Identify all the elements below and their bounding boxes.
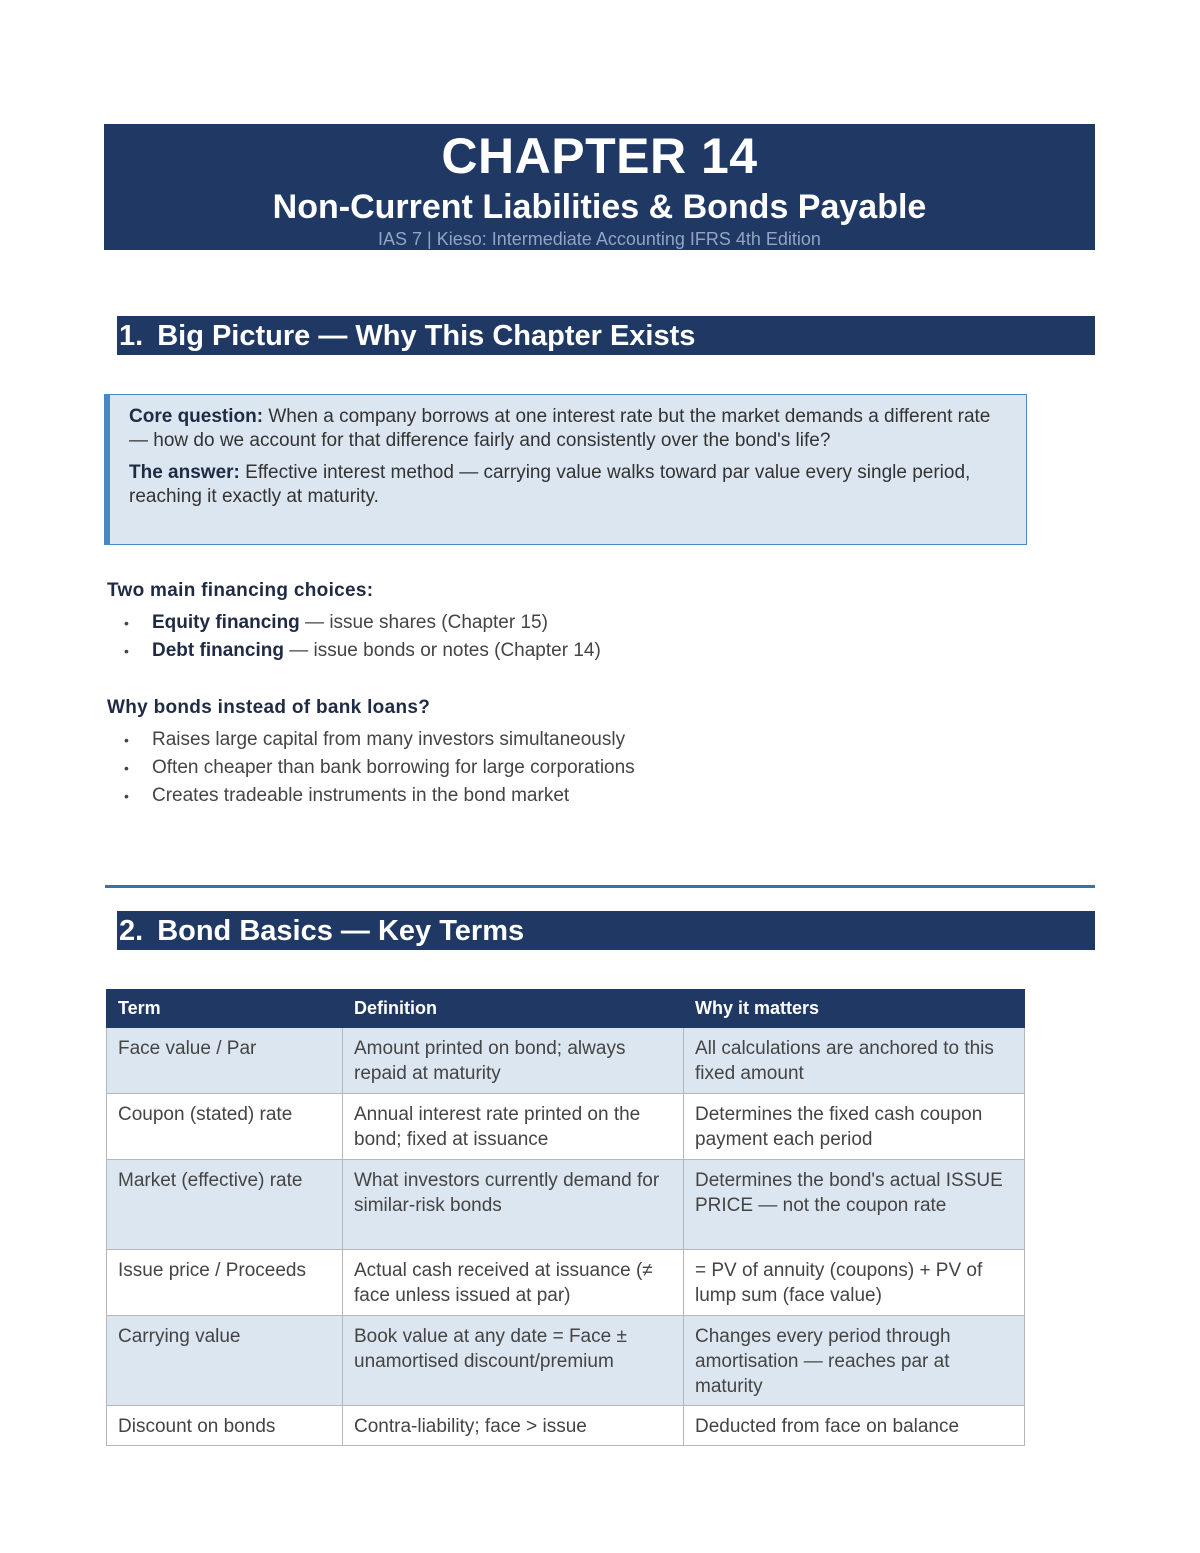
table-cell: Contra-liability; face > issue <box>343 1406 684 1446</box>
chapter-reference: IAS 7 | Kieso: Intermediate Accounting IFRS 4th Edition <box>378 229 821 249</box>
bullet-icon: • <box>124 732 129 748</box>
section-1-number: 1. <box>119 320 144 352</box>
table-row <box>107 1250 1025 1316</box>
bullet-icon: • <box>124 643 129 659</box>
table-cell: Carrying value <box>107 1316 343 1406</box>
column-header-term: Term <box>107 990 343 1028</box>
table-cell: Face value / Par <box>107 1028 343 1094</box>
bullet-icon: • <box>124 788 129 804</box>
financing-heading: Two main financing choices: <box>107 580 374 601</box>
why-bonds-heading: Why bonds instead of bank loans? <box>107 697 431 718</box>
table-cell: Amount printed on bond; always repaid at maturity <box>343 1028 684 1094</box>
chapter-subtitle: Non-Current Liabilities & Bonds Payable <box>272 188 927 226</box>
table-cell: What investors currently demand for similar-risk bonds <box>343 1160 684 1250</box>
table-row <box>107 1094 1025 1160</box>
table-row <box>107 1406 1025 1446</box>
core-question-callout <box>104 394 1027 545</box>
bullet-icon: • <box>124 760 129 776</box>
bullet-icon: • <box>124 615 129 631</box>
chapter-title-banner <box>104 124 1095 250</box>
table-cell: Market (effective) rate <box>107 1160 343 1250</box>
table-cell: Book value at any date = Face ± unamortised discount/premium <box>343 1316 684 1406</box>
table-row <box>107 1160 1025 1250</box>
table-cell: Determines the bond's actual ISSUE PRICE — not the coupon rate <box>684 1160 1025 1250</box>
financing-item-text: — issue bonds or notes (Chapter 14) <box>283 640 601 661</box>
table-cell: Deducted from face on balance <box>684 1406 1025 1446</box>
financing-item-label: Debt financing <box>152 640 284 661</box>
key-terms-table <box>106 989 1025 1446</box>
list-item <box>124 609 601 637</box>
column-header-why: Why it matters <box>684 990 1025 1028</box>
table-row <box>107 1316 1025 1406</box>
table-cell: Annual interest rate printed on the bond; fixed at issuance <box>343 1094 684 1160</box>
list-item <box>124 637 601 665</box>
financing-item-text: — issue shares (Chapter 15) <box>299 612 548 633</box>
column-header-definition: Definition <box>343 990 684 1028</box>
core-question-text: When a company borrows at one interest rate but the market demands a different rate — how do we account for that difference fairly and consistently over the bond's life? <box>129 406 991 451</box>
list-item <box>124 754 635 782</box>
why-item-text: Often cheaper than bank borrowing for large corporations <box>152 757 635 778</box>
why-item-text: Raises large capital from many investors simultaneously <box>152 729 626 750</box>
core-answer-text: Effective interest method — carrying value walks toward par value every single period, reaching it exactly at maturity. <box>129 462 971 507</box>
table-cell: All calculations are anchored to this fixed amount <box>684 1028 1025 1094</box>
chapter-number: CHAPTER 14 <box>441 128 758 184</box>
why-bonds-list <box>124 726 635 810</box>
table-row <box>107 1028 1025 1094</box>
table-cell: Issue price / Proceeds <box>107 1250 343 1316</box>
core-question-label: Core question: <box>129 406 264 427</box>
list-item <box>124 726 635 754</box>
financing-list <box>124 609 601 665</box>
financing-item-label: Equity financing <box>152 612 300 633</box>
section-divider <box>105 885 1095 888</box>
list-item <box>124 782 635 810</box>
table-cell: Actual cash received at issuance (≠ face unless issued at par) <box>343 1250 684 1316</box>
table-cell: Determines the fixed cash coupon payment each period <box>684 1094 1025 1160</box>
section-1-heading <box>117 316 1095 355</box>
section-1-title: Big Picture — Why This Chapter Exists <box>157 320 696 352</box>
core-answer <box>129 461 1012 509</box>
why-item-text: Creates tradeable instruments in the bond market <box>152 785 570 806</box>
table-cell: Changes every period through amortisation — reaches par at maturity <box>684 1316 1025 1406</box>
section-2-heading <box>117 911 1095 950</box>
table-cell: Coupon (stated) rate <box>107 1094 343 1160</box>
table-header-row <box>107 990 1025 1028</box>
table-cell: Discount on bonds <box>107 1406 343 1446</box>
table-cell: = PV of annuity (coupons) + PV of lump sum (face value) <box>684 1250 1025 1316</box>
core-answer-label: The answer: <box>129 462 240 483</box>
section-2-number: 2. <box>119 915 144 947</box>
core-question <box>129 405 1012 453</box>
section-2-title: Bond Basics — Key Terms <box>157 915 525 947</box>
